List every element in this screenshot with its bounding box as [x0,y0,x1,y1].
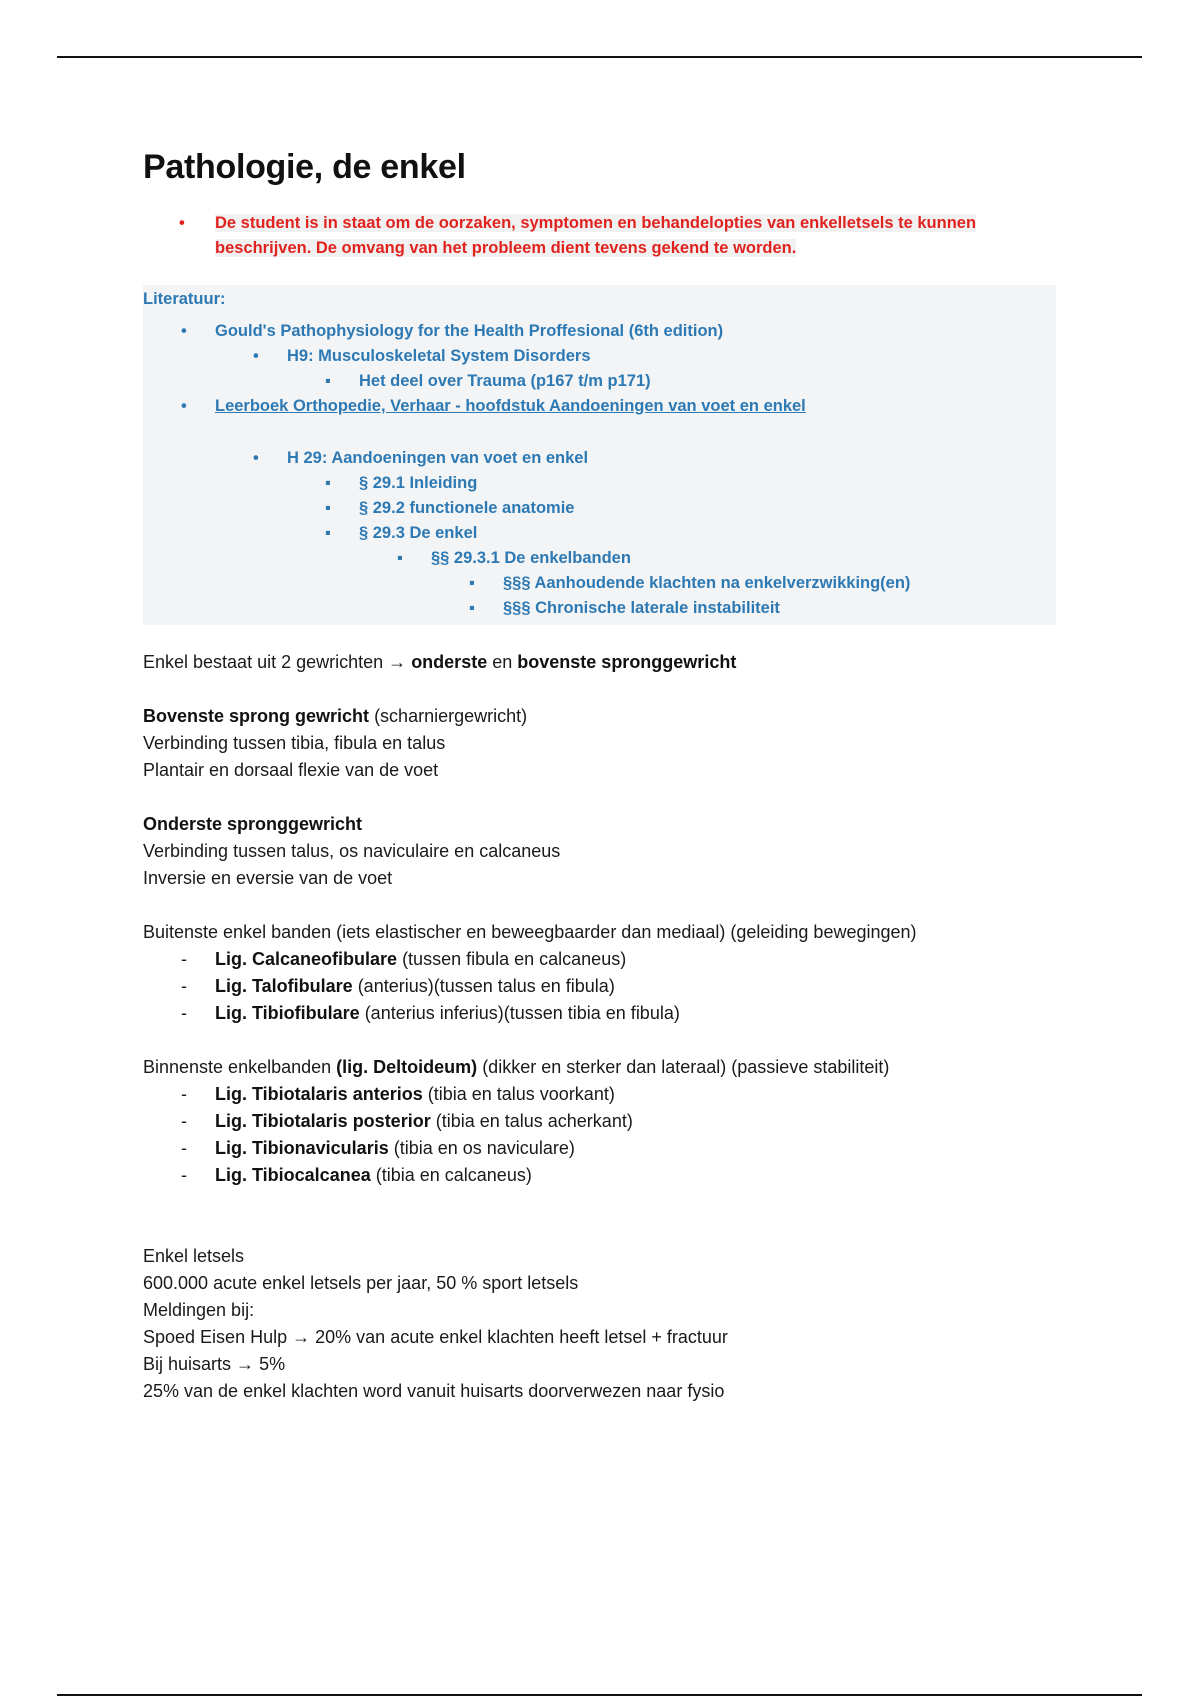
upper-joint-line: Plantair en dorsaal flexie van de voet [143,760,439,780]
square-bullet-icon: ▪ [469,599,475,617]
lower-joint-heading: Onderste spronggewricht [143,814,363,834]
list-item: - Lig. Tibiotalaris posterior (tibia en talus acherkant) [143,1108,1063,1135]
dash-icon: - [181,1111,187,1131]
list-item [143,446,1056,471]
injuries-line: 600.000 acute enkel letsels per jaar, 50 % sport letsels [143,1273,579,1293]
goal-line-1: De student is in staat om de oorzaken, symptomen en behandelopties van enkelletsels te kunnen [215,214,977,232]
goal-line-2: beschrijven. De omvang van het probleem dient tevens gekend te worden. [215,239,797,257]
document-body [143,649,1063,1405]
list-item [143,571,1056,596]
list-item [143,546,1056,571]
arrow-icon: → [236,1354,255,1374]
literature-link[interactable]: Leerboek Orthopedie, Verhaar - hoofdstuk Aandoeningen van voet en enkel [215,397,806,415]
list-item [143,319,1056,344]
top-rule [57,56,1142,58]
bottom-rule [57,1694,1142,1696]
injuries-line: Meldingen bij: [143,1300,255,1320]
dash-icon: - [181,1084,187,1104]
document-page [143,148,1063,1405]
list-item [143,344,1056,369]
dash-icon: - [181,1165,187,1185]
list-item [143,496,1056,521]
injuries-line: Bij huisarts → 5% [143,1354,286,1374]
literature-item: §§ 29.3.1 De enkelbanden [431,549,631,567]
literature-item: §§§ Chronische laterale instabiliteit [503,599,780,617]
page-title: Pathologie, de enkel [143,148,466,186]
list-item [143,471,1056,496]
joints-intro: Enkel bestaat uit 2 gewrichten → onderste en bovenste spronggewricht [143,652,737,672]
dash-icon: - [181,1138,187,1158]
outer-ligaments-intro: Buitenste enkel banden (iets elastischer en beweegbaarder dan mediaal) (geleiding bewegingen) [143,922,917,942]
literature-item: H 29: Aandoeningen van voet en enkel [287,449,589,467]
literature-item: §§§ Aanhoudende klachten na enkelverzwikking(en) [503,574,911,592]
bullet-icon: • [181,397,187,415]
bullet-icon: • [253,449,259,467]
upper-joint-heading: Bovenste sprong gewricht (scharniergewricht) [143,706,528,726]
square-bullet-icon: ▪ [325,474,331,492]
lower-joint-line: Inversie en eversie van de voet [143,868,393,888]
list-item: - Lig. Calcaneofibulare (tussen fibula en calcaneus) [143,946,1063,973]
dash-icon: - [181,1003,187,1023]
list-item [143,521,1056,546]
arrow-icon: → [388,652,407,672]
literature-item: § 29.1 Inleiding [359,474,478,492]
literature-item: Gould's Pathophysiology for the Health Proffesional (6th edition) [215,322,724,340]
injuries-line: Spoed Eisen Hulp → 20% van acute enkel klachten heeft letsel + fractuur [143,1327,728,1347]
square-bullet-icon: ▪ [469,574,475,592]
injuries-line: 25% van de enkel klachten word vanuit huisarts doorverwezen naar fysio [143,1381,725,1401]
literature-item: § 29.3 De enkel [359,524,478,542]
square-bullet-icon: ▪ [325,499,331,517]
learning-goal [143,211,1063,261]
list-item: - Lig. Tibiofibulare (anterius inferius)(tussen tibia en fibula) [143,1000,1063,1027]
square-bullet-icon: ▪ [325,372,331,390]
square-bullet-icon: ▪ [325,524,331,542]
arrow-icon: → [292,1327,311,1347]
list-item [143,369,1056,394]
list-item: - Lig. Tibiotalaris anterios (tibia en talus voorkant) [143,1081,1063,1108]
upper-joint-line: Verbinding tussen tibia, fibula en talus [143,733,446,753]
literature-item: Het deel over Trauma (p167 t/m p171) [359,372,651,390]
injuries-heading: Enkel letsels [143,1246,245,1266]
inner-ligaments-intro: Binnenste enkelbanden (lig. Deltoideum) (dikker en sterker dan lateraal) (passieve stabiliteit) [143,1057,890,1077]
bullet-icon: • [253,347,259,365]
list-item [143,394,1056,419]
list-item: - Lig. Tibiocalcanea (tibia en calcaneus) [143,1162,1063,1189]
list-item: - Lig. Talofibulare (anterius)(tussen talus en fibula) [143,973,1063,1000]
literature-heading: Literatuur: [143,290,226,308]
dash-icon: - [181,976,187,996]
bullet-icon: • [181,322,187,340]
lower-joint-line: Verbinding tussen talus, os naviculaire en calcaneus [143,841,561,861]
list-item: - Lig. Tibionavicularis (tibia en os naviculare) [143,1135,1063,1162]
literature-item: H9: Musculoskeletal System Disorders [287,347,591,365]
list-item [143,596,1056,621]
dash-icon: - [181,949,187,969]
square-bullet-icon: ▪ [397,549,403,567]
literature-block [143,285,1056,625]
literature-item: § 29.2 functionele anatomie [359,499,575,517]
goal-bullet: • [179,214,185,232]
